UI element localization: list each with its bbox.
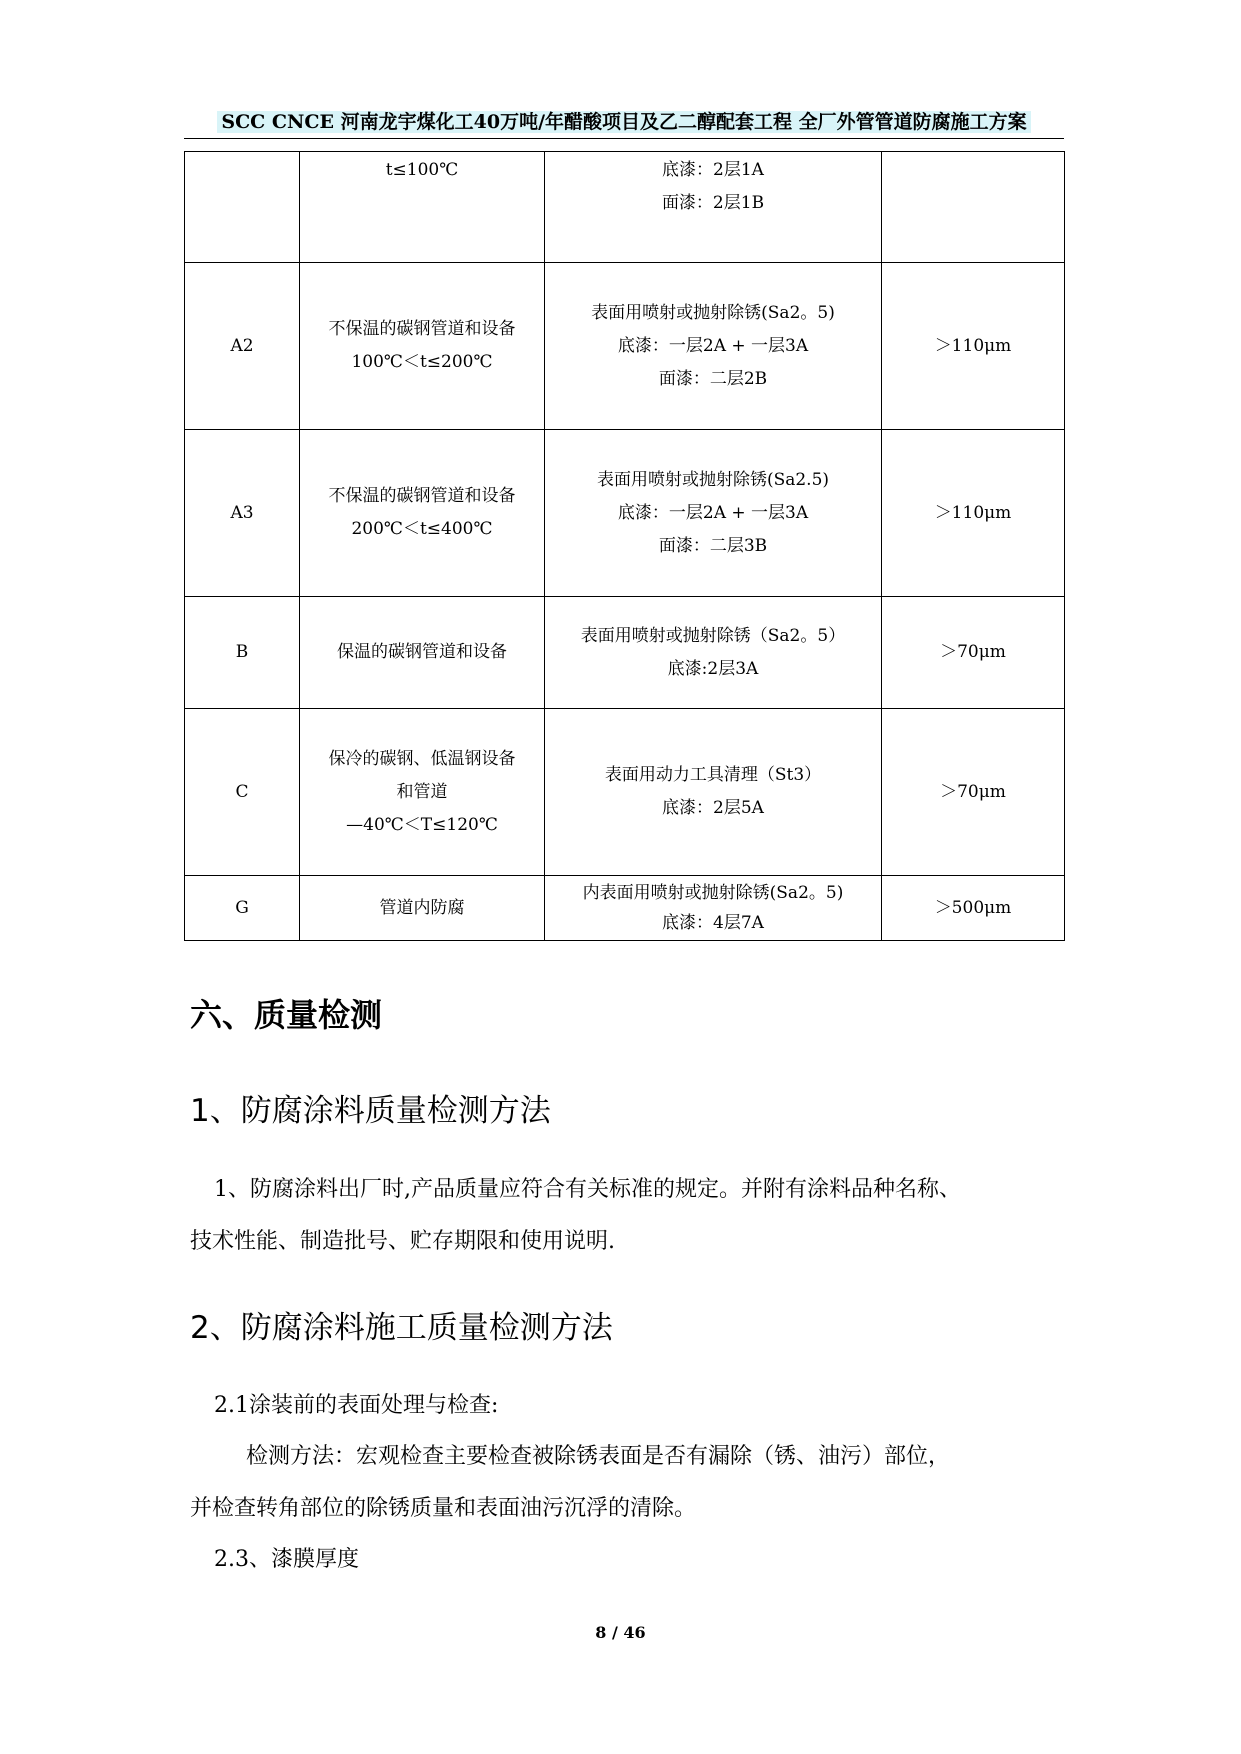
method-line: 表面用喷射或抛射除锈(Sa2。5)	[591, 302, 835, 323]
paragraph-line: 检测方法：宏观检查主要检查被除锈表面是否有漏除（锈、油污）部位，	[246, 1444, 951, 1469]
header-title: SCC CNCE 河南龙宇煤化工40万吨/年醋酸项目及乙二醇配套工程 全厂外管管道防腐施工方案	[217, 111, 1030, 133]
method-line: 面漆：二层3B	[658, 535, 768, 556]
row-code: A3	[185, 430, 300, 597]
row-method	[545, 597, 882, 709]
method-line: 面漆：2层1B	[661, 193, 765, 213]
list-item: 2.1涂装前的表面处理与检查:	[214, 1393, 499, 1418]
row-code: C	[185, 709, 300, 876]
section-heading: 六、质量检测	[190, 996, 383, 1034]
row-code: A2	[185, 263, 300, 430]
object-line: 保温的碳钢管道和设备	[337, 642, 507, 662]
method-line: 表面用动力工具清理（St3）	[604, 765, 822, 785]
page-number: 8 / 46	[595, 1623, 646, 1642]
row-thickness	[882, 152, 1065, 263]
row-object	[300, 709, 545, 876]
method-line: 内表面用喷射或抛射除锈(Sa2。5)	[582, 883, 844, 903]
object-line: 200℃＜t≤400℃	[351, 519, 493, 539]
method-line: 底漆:2层3A	[667, 658, 759, 679]
paragraph-line: 并检查转角部位的除锈质量和表面油污沉浮的清除。	[190, 1496, 697, 1521]
row-thickness: ＞110μm	[882, 430, 1065, 597]
table-row	[185, 152, 1065, 263]
row-object	[300, 430, 545, 597]
subsection-heading-1: 1、防腐涂料质量检测方法	[190, 1093, 551, 1129]
table-row	[185, 709, 1065, 876]
row-method	[545, 709, 882, 876]
row-method	[545, 263, 882, 430]
method-line: 表面用喷射或抛射除锈(Sa2.5)	[596, 469, 830, 490]
object-line: 和管道	[396, 781, 448, 802]
page-header	[184, 108, 1064, 136]
table-row	[185, 876, 1065, 941]
method-line: 底漆：一层2A + 一层3A	[617, 335, 809, 356]
object-line: 保冷的碳钢、低温钢设备	[328, 748, 516, 769]
coating-spec-table	[184, 151, 1065, 941]
row-method	[545, 430, 882, 597]
method-line: 底漆：4层7A	[662, 913, 764, 933]
method-line: 面漆：二层2B	[658, 368, 768, 389]
paragraph-line: 1、防腐涂料出厂时,产品质量应符合有关标准的规定。并附有涂料品种名称、	[214, 1177, 961, 1202]
row-code: G	[185, 876, 300, 941]
list-item: 2.3、漆膜厚度	[214, 1547, 359, 1572]
row-code	[185, 152, 300, 263]
row-code: B	[185, 597, 300, 709]
row-method	[545, 876, 882, 941]
object-line: t≤100℃	[385, 160, 459, 180]
header-divider	[184, 138, 1064, 139]
paragraph-line: 技术性能、制造批号、贮存期限和使用说明.	[190, 1229, 615, 1254]
table-row	[185, 263, 1065, 430]
row-thickness: ＞500μm	[882, 876, 1065, 941]
row-thickness: ＞70μm	[882, 597, 1065, 709]
row-object	[300, 597, 545, 709]
row-object	[300, 876, 545, 941]
row-thickness: ＞110μm	[882, 263, 1065, 430]
object-line: 管道内防腐	[379, 897, 465, 918]
method-line: 底漆：一层2A + 一层3A	[617, 502, 809, 523]
subsection-heading-2: 2、防腐涂料施工质量检测方法	[190, 1310, 613, 1346]
method-line: 底漆：2层1A	[662, 160, 764, 180]
method-line: 底漆：2层5A	[662, 798, 764, 818]
row-object	[300, 263, 545, 430]
table-row	[185, 430, 1065, 597]
object-line: 100℃＜t≤200℃	[351, 352, 493, 372]
object-line: —40℃＜T≤120℃	[346, 814, 498, 835]
object-line: 不保温的碳钢管道和设备	[328, 486, 516, 506]
row-object	[300, 152, 545, 263]
method-line: 表面用喷射或抛射除锈（Sa2。5）	[580, 625, 846, 646]
row-thickness: ＞70μm	[882, 709, 1065, 876]
object-line: 不保温的碳钢管道和设备	[328, 319, 516, 339]
row-method	[545, 152, 882, 263]
table-row	[185, 597, 1065, 709]
